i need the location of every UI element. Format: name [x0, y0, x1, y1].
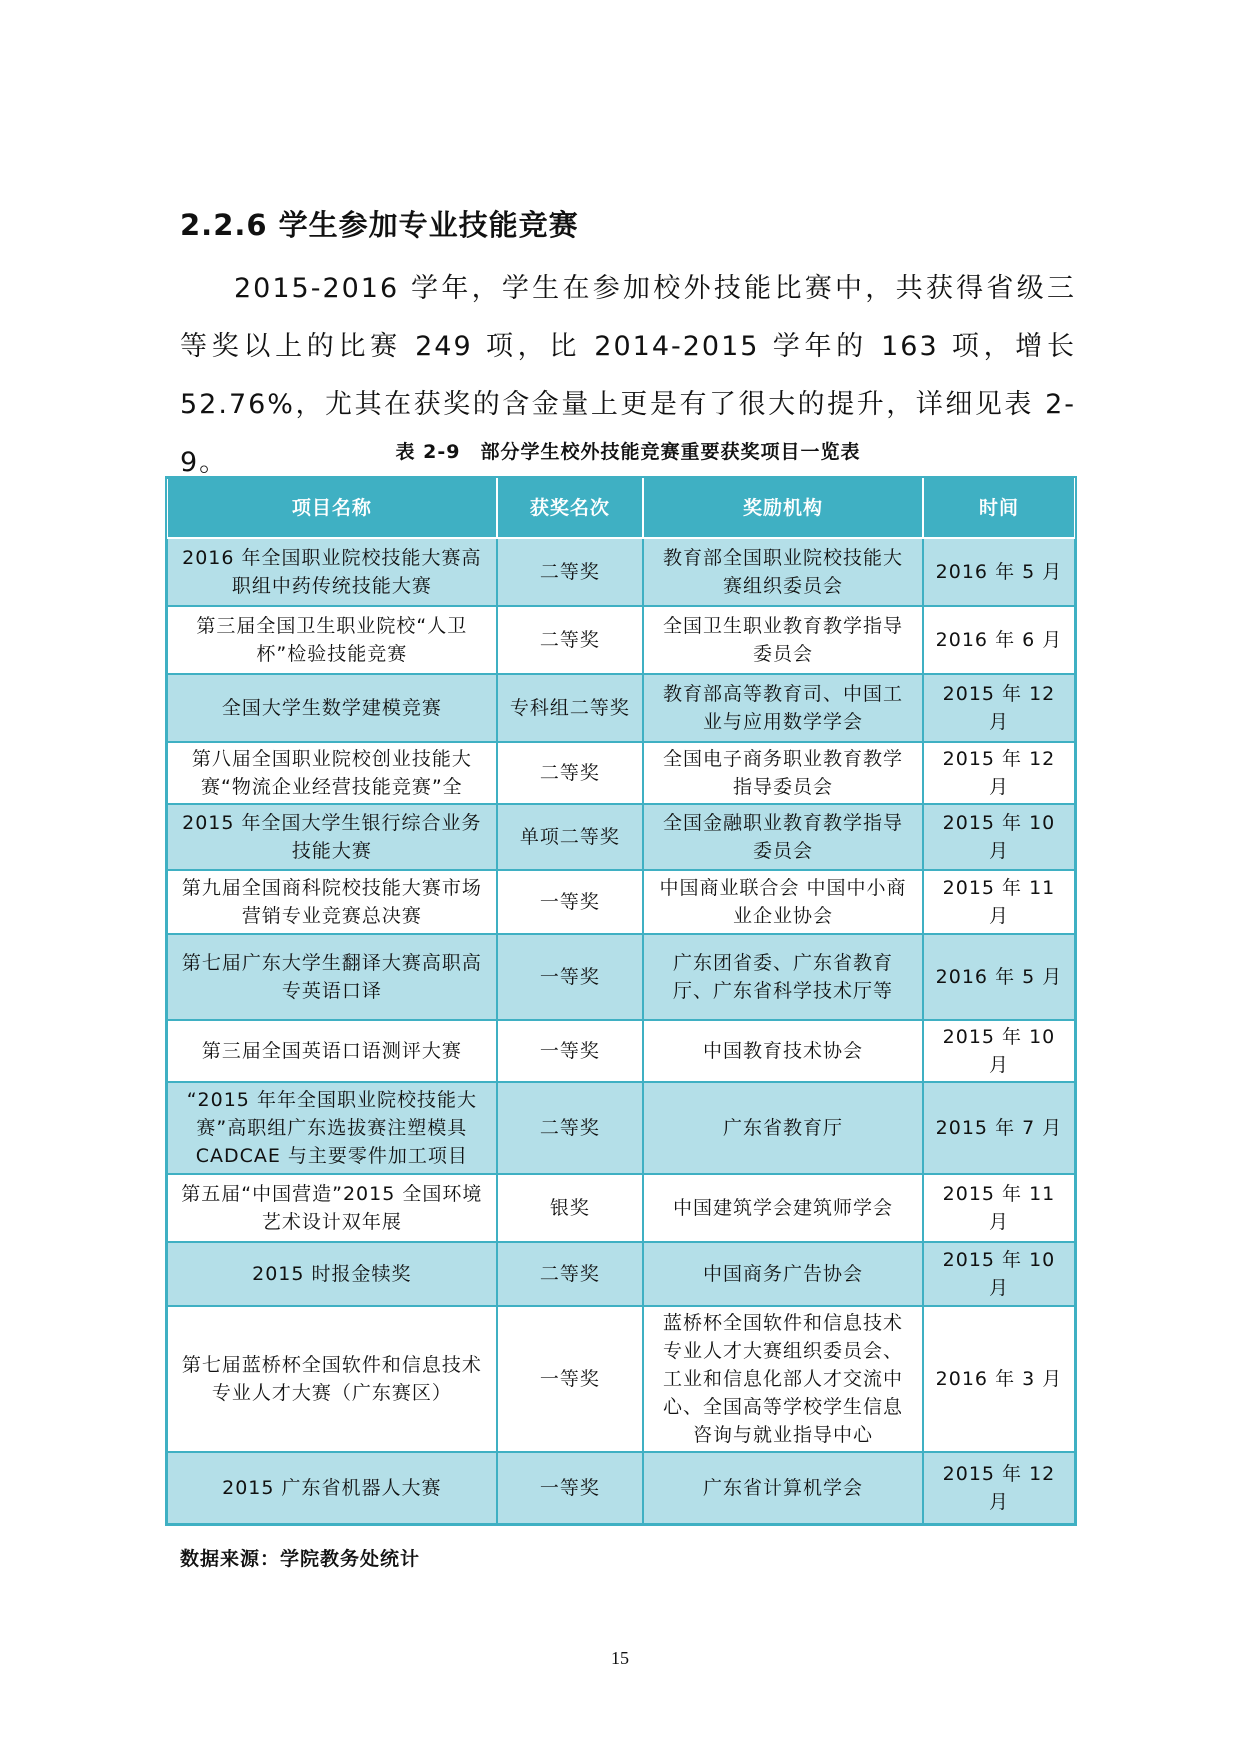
source-note: 数据来源：学院教务处统计: [180, 1548, 421, 1570]
cell-time: 2015 年 12 月: [923, 674, 1075, 742]
header-project: 项目名称: [167, 478, 497, 538]
cell-project: 2016 年全国职业院校技能大赛高职组中药传统技能大赛: [167, 538, 497, 606]
cell-rank: 银奖: [497, 1174, 644, 1242]
cell-org: 广东团省委、广东省教育厅、广东省科学技术厅等: [643, 934, 923, 1020]
cell-org: 全国电子商务职业教育教学指导委员会: [643, 742, 923, 804]
cell-rank: 二等奖: [497, 606, 644, 674]
cell-time: 2016 年 5 月: [923, 538, 1075, 606]
cell-project: 第七届广东大学生翻译大赛高职高专英语口译: [167, 934, 497, 1020]
cell-rank: 二等奖: [497, 742, 644, 804]
table-row: [167, 606, 1075, 674]
cell-project: 第三届全国英语口语测评大赛: [167, 1020, 497, 1082]
header-org: 奖励机构: [643, 478, 923, 538]
body-paragraph: 2015-2016 学年，学生在参加校外技能比赛中，共获得省级三等奖以上的比赛 249 项，比 2014-2015 学年的 163 项，增长 52.76%，尤其在获奖的含金量上更是有了很大的提升，详细见表 2-9。: [180, 273, 1076, 478]
cell-org: 全国金融职业教育教学指导委员会: [643, 804, 923, 870]
table-row: [167, 742, 1075, 804]
cell-org: 教育部高等教育司、中国工业与应用数学学会: [643, 674, 923, 742]
cell-org: 教育部全国职业院校技能大赛组织委员会: [643, 538, 923, 606]
header-time: 时间: [923, 478, 1075, 538]
cell-project: 第三届全国卫生职业院校“人卫杯”检验技能竞赛: [167, 606, 497, 674]
cell-org: 中国商务广告协会: [643, 1242, 923, 1306]
header-rank: 获奖名次: [497, 478, 644, 538]
cell-project: 2015 时报金犊奖: [167, 1242, 497, 1306]
table-row: [167, 1242, 1075, 1306]
cell-org: 广东省教育厅: [643, 1082, 923, 1174]
cell-time: 2016 年 5 月: [923, 934, 1075, 1020]
cell-org: 广东省计算机学会: [643, 1452, 923, 1524]
table-row: [167, 1306, 1075, 1452]
cell-time: 2015 年 10 月: [923, 1242, 1075, 1306]
cell-project: 2015 年全国大学生银行综合业务技能大赛: [167, 804, 497, 870]
cell-time: 2015 年 10 月: [923, 804, 1075, 870]
cell-project: 全国大学生数学建模竞赛: [167, 674, 497, 742]
cell-org: 全国卫生职业教育教学指导委员会: [643, 606, 923, 674]
cell-time: 2015 年 10 月: [923, 1020, 1075, 1082]
table-row: [167, 1082, 1075, 1174]
cell-org: 中国建筑学会建筑师学会: [643, 1174, 923, 1242]
cell-rank: 一等奖: [497, 1452, 644, 1524]
page-number: 15: [611, 1648, 629, 1668]
table-row: [167, 1174, 1075, 1242]
cell-rank: 一等奖: [497, 1306, 644, 1452]
cell-rank: 二等奖: [497, 1242, 644, 1306]
cell-org: 中国商业联合会 中国中小商业企业协会: [643, 870, 923, 934]
cell-project: 第九届全国商科院校技能大赛市场营销专业竞赛总决赛: [167, 870, 497, 934]
table-row: [167, 1452, 1075, 1524]
awards-table: [166, 477, 1076, 1525]
table-row: [167, 870, 1075, 934]
cell-time: 2016 年 6 月: [923, 606, 1075, 674]
table-row: [167, 1020, 1075, 1082]
table-caption: 表 2-9 部分学生校外技能竞赛重要获奖项目一览表: [395, 441, 861, 463]
table-row: [167, 804, 1075, 870]
cell-rank: 专科组二等奖: [497, 674, 644, 742]
table-header-row: [167, 478, 1075, 538]
cell-project: 第七届蓝桥杯全国软件和信息技术专业人才大赛（广东赛区）: [167, 1306, 497, 1452]
cell-rank: 一等奖: [497, 1020, 644, 1082]
table-row: [167, 674, 1075, 742]
cell-time: 2015 年 11 月: [923, 870, 1075, 934]
cell-rank: 一等奖: [497, 870, 644, 934]
cell-rank: 二等奖: [497, 1082, 644, 1174]
table-row: [167, 934, 1075, 1020]
cell-project: 第八届全国职业院校创业技能大赛“物流企业经营技能竞赛”全: [167, 742, 497, 804]
cell-rank: 二等奖: [497, 538, 644, 606]
cell-time: 2015 年 11 月: [923, 1174, 1075, 1242]
section-heading: 2.2.6 学生参加专业技能竞赛: [180, 208, 579, 242]
cell-time: 2015 年 7 月: [923, 1082, 1075, 1174]
cell-rank: 单项二等奖: [497, 804, 644, 870]
table-row: [167, 538, 1075, 606]
cell-time: 2015 年 12 月: [923, 1452, 1075, 1524]
cell-rank: 一等奖: [497, 934, 644, 1020]
cell-project: 第五届“中国营造”2015 全国环境艺术设计双年展: [167, 1174, 497, 1242]
cell-time: 2015 年 12 月: [923, 742, 1075, 804]
cell-time: 2016 年 3 月: [923, 1306, 1075, 1452]
cell-project: 2015 广东省机器人大赛: [167, 1452, 497, 1524]
cell-org: 中国教育技术协会: [643, 1020, 923, 1082]
cell-project: “2015 年年全国职业院校技能大赛”高职组广东选拔赛注塑模具 CADCAE 与主要零件加工项目: [167, 1082, 497, 1174]
cell-org: 蓝桥杯全国软件和信息技术专业人才大赛组织委员会、工业和信息化部人才交流中心、全国高等学校学生信息咨询与就业指导中心: [643, 1306, 923, 1452]
